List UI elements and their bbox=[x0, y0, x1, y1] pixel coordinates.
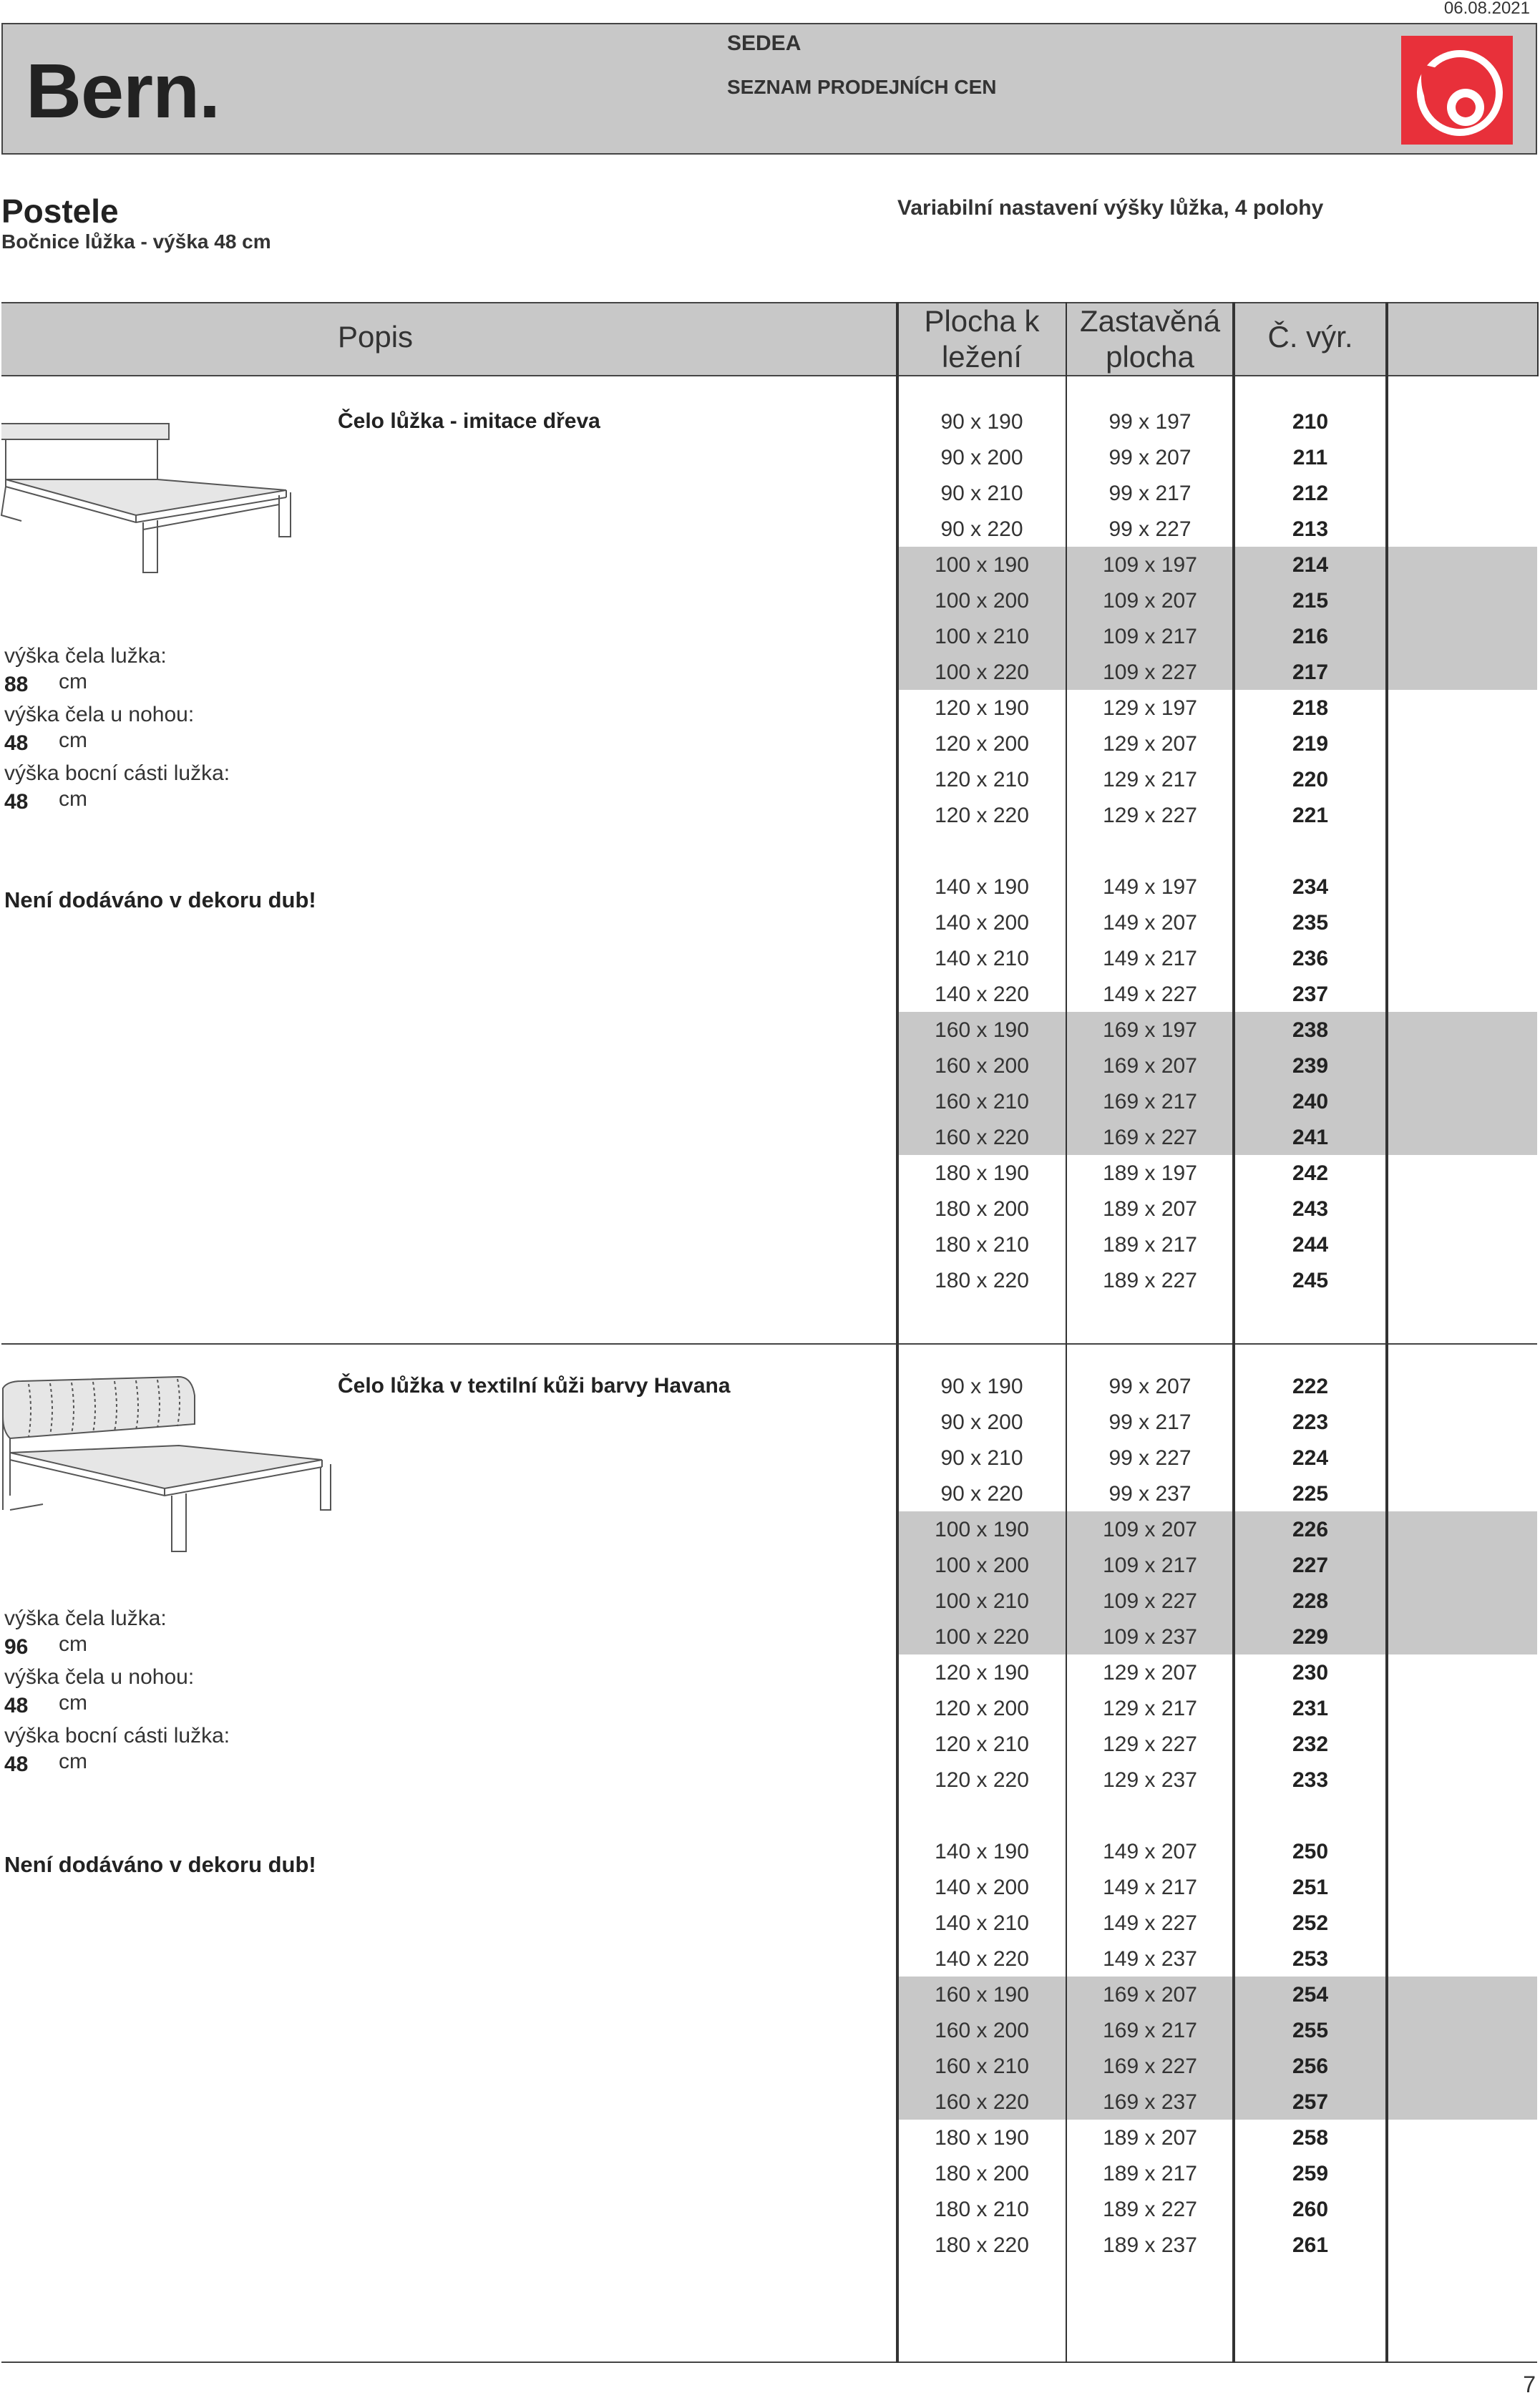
product-number-cell: 260 bbox=[1292, 2198, 1329, 2221]
built-up-area-cell: 129 x 207 bbox=[1103, 1661, 1197, 1685]
sleeping-area-cell: 140 x 200 bbox=[935, 1876, 1029, 1899]
product-number-cell: 225 bbox=[1292, 1482, 1329, 1506]
spec-label: výška čela lužka: bbox=[4, 1607, 167, 1630]
column-header-cislo-vyrobku: Č. výr. bbox=[1267, 320, 1353, 354]
product-number-cell: 224 bbox=[1292, 1446, 1329, 1470]
section-subtitle: Bočnice lůžka - výška 48 cm bbox=[1, 230, 271, 253]
product-number-cell: 245 bbox=[1292, 1269, 1329, 1292]
sleeping-area-cell: 140 x 220 bbox=[935, 983, 1029, 1006]
document-title: SEZNAM PRODEJNÍCH CEN bbox=[727, 76, 997, 98]
spec-label: výška bocní cásti lužka: bbox=[4, 1724, 230, 1748]
product-number-cell: 257 bbox=[1292, 2090, 1329, 2114]
sleeping-area-cell: 160 x 210 bbox=[935, 2055, 1029, 2078]
built-up-area-cell: 129 x 207 bbox=[1103, 732, 1197, 756]
built-up-area-cell: 109 x 197 bbox=[1103, 553, 1197, 577]
built-up-area-cell: 149 x 217 bbox=[1103, 1876, 1197, 1899]
built-up-area-cell: 109 x 207 bbox=[1103, 1518, 1197, 1541]
built-up-area-cell: 109 x 207 bbox=[1103, 589, 1197, 613]
built-up-area-cell: 129 x 227 bbox=[1103, 804, 1197, 827]
built-up-area-cell: 169 x 237 bbox=[1103, 2090, 1197, 2114]
built-up-area-cell: 109 x 217 bbox=[1103, 625, 1197, 648]
product-number-cell: 240 bbox=[1292, 1090, 1329, 1113]
product-number-cell: 233 bbox=[1292, 1768, 1329, 1792]
spec-value: 48 bbox=[4, 731, 29, 755]
product-number-cell: 251 bbox=[1292, 1876, 1329, 1899]
column-header-zastavena-line1: Zastavěná bbox=[1079, 304, 1221, 338]
spec-value: 88 bbox=[4, 673, 29, 696]
product-number-cell: 256 bbox=[1292, 2055, 1329, 2078]
sleeping-area-cell: 90 x 200 bbox=[940, 1410, 1023, 1434]
product-number-cell: 230 bbox=[1292, 1661, 1329, 1685]
spec-unit: cm bbox=[59, 728, 87, 752]
availability-note: Není dodáváno v dekoru dub! bbox=[4, 1852, 316, 1877]
built-up-area-cell: 189 x 227 bbox=[1103, 2198, 1197, 2221]
company-name: SEDEA bbox=[727, 31, 801, 55]
sleeping-area-cell: 160 x 190 bbox=[935, 1018, 1029, 1042]
product-number-cell: 243 bbox=[1292, 1197, 1329, 1221]
built-up-area-cell: 99 x 227 bbox=[1108, 517, 1191, 541]
sleeping-area-cell: 120 x 190 bbox=[935, 1661, 1029, 1685]
built-up-area-cell: 169 x 217 bbox=[1103, 2019, 1197, 2042]
spec-unit: cm bbox=[59, 1691, 87, 1715]
sleeping-area-cell: 140 x 210 bbox=[935, 1911, 1029, 1935]
product-number-cell: 258 bbox=[1292, 2126, 1329, 2150]
sleeping-area-cell: 90 x 200 bbox=[940, 446, 1023, 469]
sleeping-area-cell: 90 x 220 bbox=[940, 1482, 1023, 1506]
sleeping-area-cell: 100 x 210 bbox=[935, 1589, 1029, 1613]
product-number-cell: 261 bbox=[1292, 2233, 1329, 2257]
column-divider bbox=[1385, 302, 1388, 2363]
built-up-area-cell: 149 x 227 bbox=[1103, 1911, 1197, 1935]
product-number-cell: 222 bbox=[1292, 1375, 1329, 1398]
sleeping-area-cell: 180 x 210 bbox=[935, 1233, 1029, 1257]
column-header-zastavena-line2: plocha bbox=[1106, 340, 1194, 374]
sleeping-area-cell: 120 x 200 bbox=[935, 732, 1029, 756]
sleeping-area-cell: 180 x 220 bbox=[935, 2233, 1029, 2257]
built-up-area-cell: 169 x 227 bbox=[1103, 2055, 1197, 2078]
product-number-cell: 220 bbox=[1292, 768, 1329, 791]
sleeping-area-cell: 100 x 220 bbox=[935, 661, 1029, 684]
built-up-area-cell: 99 x 237 bbox=[1108, 1482, 1191, 1506]
sleeping-area-cell: 160 x 220 bbox=[935, 1126, 1029, 1149]
column-header-plocha bbox=[897, 303, 1066, 375]
column-header-plocha-line1: Plocha k bbox=[924, 304, 1040, 338]
built-up-area-cell: 109 x 217 bbox=[1103, 1554, 1197, 1577]
product-number-cell: 210 bbox=[1292, 410, 1329, 434]
sleeping-area-cell: 90 x 190 bbox=[940, 410, 1023, 434]
sleeping-area-cell: 120 x 190 bbox=[935, 696, 1029, 720]
product-number-cell: 244 bbox=[1292, 1233, 1329, 1257]
built-up-area-cell: 169 x 207 bbox=[1103, 1054, 1197, 1078]
sleeping-area-cell: 140 x 210 bbox=[935, 947, 1029, 970]
built-up-area-cell: 169 x 197 bbox=[1103, 1018, 1197, 1042]
built-up-area-cell: 149 x 197 bbox=[1103, 875, 1197, 899]
spec-label: výška bocní cásti lužka: bbox=[4, 761, 230, 785]
spec-label: výška čela u nohou: bbox=[4, 1665, 195, 1689]
sleeping-area-cell: 160 x 200 bbox=[935, 1054, 1029, 1078]
document-date: 06.08.2021 bbox=[1443, 0, 1530, 18]
sleeping-area-cell: 120 x 220 bbox=[935, 1768, 1029, 1792]
column-header-plocha-line2: ležení bbox=[941, 340, 1023, 374]
sleeping-area-cell: 100 x 190 bbox=[935, 1518, 1029, 1541]
built-up-area-cell: 149 x 207 bbox=[1103, 911, 1197, 935]
product-number-cell: 259 bbox=[1292, 2162, 1329, 2185]
sleeping-area-cell: 160 x 210 bbox=[935, 1090, 1029, 1113]
product-number-cell: 238 bbox=[1292, 1018, 1329, 1042]
spec-unit: cm bbox=[59, 670, 87, 693]
product-number-cell: 237 bbox=[1292, 983, 1329, 1006]
product-number-cell: 253 bbox=[1292, 1947, 1329, 1971]
product-number-cell: 236 bbox=[1292, 947, 1329, 970]
built-up-area-cell: 149 x 217 bbox=[1103, 947, 1197, 970]
product-number-cell: 250 bbox=[1292, 1840, 1329, 1863]
built-up-area-cell: 129 x 237 bbox=[1103, 1768, 1197, 1792]
variant-note: Variabilní nastavení výšky lůžka, 4 polohy bbox=[897, 196, 1324, 220]
sleeping-area-cell: 120 x 200 bbox=[935, 1697, 1029, 1720]
sleeping-area-cell: 160 x 220 bbox=[935, 2090, 1029, 2114]
spec-value: 48 bbox=[4, 1753, 29, 1776]
sleeping-area-cell: 140 x 220 bbox=[935, 1947, 1029, 1971]
sleeping-area-cell: 90 x 220 bbox=[940, 517, 1023, 541]
sleeping-area-cell: 90 x 210 bbox=[940, 482, 1023, 505]
built-up-area-cell: 189 x 197 bbox=[1103, 1161, 1197, 1185]
built-up-area-cell: 149 x 207 bbox=[1103, 1840, 1197, 1863]
built-up-area-cell: 189 x 237 bbox=[1103, 2233, 1197, 2257]
built-up-area-cell: 129 x 217 bbox=[1103, 768, 1197, 791]
product-number-cell: 228 bbox=[1292, 1589, 1329, 1613]
product-number-cell: 252 bbox=[1292, 1911, 1329, 1935]
spec-value: 48 bbox=[4, 790, 29, 814]
product-number-cell: 226 bbox=[1292, 1518, 1329, 1541]
bed-wood-headboard-icon bbox=[0, 408, 293, 580]
sleeping-area-cell: 100 x 200 bbox=[935, 1554, 1029, 1577]
built-up-area-cell: 99 x 227 bbox=[1108, 1446, 1191, 1470]
brand-title: Bern. bbox=[26, 47, 220, 134]
built-up-area-cell: 109 x 227 bbox=[1103, 1589, 1197, 1613]
sleeping-area-cell: 160 x 200 bbox=[935, 2019, 1029, 2042]
company-logo-icon bbox=[1401, 36, 1513, 145]
product-number-cell: 221 bbox=[1292, 804, 1329, 827]
bed-upholstered-headboard-icon bbox=[0, 1367, 336, 1560]
section-divider bbox=[1, 1343, 1537, 1345]
sleeping-area-cell: 140 x 190 bbox=[935, 1840, 1029, 1863]
built-up-area-cell: 99 x 217 bbox=[1108, 482, 1191, 505]
built-up-area-cell: 99 x 207 bbox=[1108, 446, 1191, 469]
sleeping-area-cell: 140 x 200 bbox=[935, 911, 1029, 935]
built-up-area-cell: 189 x 207 bbox=[1103, 1197, 1197, 1221]
column-divider bbox=[1232, 302, 1235, 2363]
product-number-cell: 218 bbox=[1292, 696, 1329, 720]
product-number-cell: 212 bbox=[1292, 482, 1329, 505]
product-number-cell: 235 bbox=[1292, 911, 1329, 935]
spec-value: 96 bbox=[4, 1635, 29, 1659]
table-right-border bbox=[1537, 302, 1539, 376]
sleeping-area-cell: 100 x 210 bbox=[935, 625, 1029, 648]
sleeping-area-cell: 90 x 190 bbox=[940, 1375, 1023, 1398]
built-up-area-cell: 189 x 217 bbox=[1103, 2162, 1197, 2185]
sleeping-area-cell: 90 x 210 bbox=[940, 1446, 1023, 1470]
column-divider bbox=[896, 302, 899, 2363]
section-title: Postele bbox=[1, 192, 119, 230]
product-description: Čelo lůžka - imitace dřeva bbox=[338, 409, 600, 433]
built-up-area-cell: 99 x 207 bbox=[1108, 1375, 1191, 1398]
spec-value: 48 bbox=[4, 1694, 29, 1717]
built-up-area-cell: 189 x 227 bbox=[1103, 1269, 1197, 1292]
product-number-cell: 241 bbox=[1292, 1126, 1329, 1149]
page-number: 7 bbox=[1523, 2372, 1536, 2397]
built-up-area-cell: 149 x 237 bbox=[1103, 1947, 1197, 1971]
product-number-cell: 219 bbox=[1292, 732, 1329, 756]
product-number-cell: 242 bbox=[1292, 1161, 1329, 1185]
sleeping-area-cell: 180 x 190 bbox=[935, 2126, 1029, 2150]
product-number-cell: 214 bbox=[1292, 553, 1329, 577]
spec-unit: cm bbox=[59, 1750, 87, 1773]
product-number-cell: 231 bbox=[1292, 1697, 1329, 1720]
built-up-area-cell: 99 x 197 bbox=[1108, 410, 1191, 434]
built-up-area-cell: 169 x 227 bbox=[1103, 1126, 1197, 1149]
product-number-cell: 223 bbox=[1292, 1410, 1329, 1434]
built-up-area-cell: 189 x 207 bbox=[1103, 2126, 1197, 2150]
product-number-cell: 211 bbox=[1292, 446, 1328, 469]
sleeping-area-cell: 180 x 200 bbox=[935, 1197, 1029, 1221]
availability-note: Není dodáváno v dekoru dub! bbox=[4, 887, 316, 912]
sleeping-area-cell: 120 x 210 bbox=[935, 1732, 1029, 1756]
built-up-area-cell: 129 x 217 bbox=[1103, 1697, 1197, 1720]
sleeping-area-cell: 180 x 190 bbox=[935, 1161, 1029, 1185]
sleeping-area-cell: 160 x 190 bbox=[935, 1983, 1029, 2007]
product-number-cell: 232 bbox=[1292, 1732, 1329, 1756]
sleeping-area-cell: 120 x 220 bbox=[935, 804, 1029, 827]
sleeping-area-cell: 140 x 190 bbox=[935, 875, 1029, 899]
sleeping-area-cell: 180 x 210 bbox=[935, 2198, 1029, 2221]
product-number-cell: 213 bbox=[1292, 517, 1329, 541]
product-number-cell: 227 bbox=[1292, 1554, 1329, 1577]
product-number-cell: 234 bbox=[1292, 875, 1329, 899]
spec-unit: cm bbox=[59, 1632, 87, 1656]
sleeping-area-cell: 100 x 200 bbox=[935, 589, 1029, 613]
product-number-cell: 216 bbox=[1292, 625, 1329, 648]
spec-label: výška čela u nohou: bbox=[4, 703, 195, 726]
product-number-cell: 239 bbox=[1292, 1054, 1329, 1078]
column-header-zastavena bbox=[1066, 303, 1234, 375]
product-number-cell: 254 bbox=[1292, 1983, 1329, 2007]
built-up-area-cell: 169 x 217 bbox=[1103, 1090, 1197, 1113]
bottom-rule bbox=[1, 2362, 1537, 2363]
sleeping-area-cell: 180 x 220 bbox=[935, 1269, 1029, 1292]
built-up-area-cell: 109 x 237 bbox=[1103, 1625, 1197, 1649]
column-divider bbox=[1066, 302, 1067, 2363]
spec-label: výška čela lužka: bbox=[4, 644, 167, 668]
column-header-popis: Popis bbox=[338, 320, 414, 354]
product-number-cell: 229 bbox=[1292, 1625, 1329, 1649]
product-description: Čelo lůžka v textilní kůži barvy Havana bbox=[338, 1374, 731, 1398]
product-number-cell: 217 bbox=[1292, 661, 1329, 684]
built-up-area-cell: 129 x 227 bbox=[1103, 1732, 1197, 1756]
built-up-area-cell: 189 x 217 bbox=[1103, 1233, 1197, 1257]
built-up-area-cell: 109 x 227 bbox=[1103, 661, 1197, 684]
sleeping-area-cell: 100 x 190 bbox=[935, 553, 1029, 577]
spec-unit: cm bbox=[59, 787, 87, 811]
built-up-area-cell: 129 x 197 bbox=[1103, 696, 1197, 720]
built-up-area-cell: 99 x 217 bbox=[1108, 1410, 1191, 1434]
product-number-cell: 255 bbox=[1292, 2019, 1329, 2042]
built-up-area-cell: 149 x 227 bbox=[1103, 983, 1197, 1006]
sleeping-area-cell: 100 x 220 bbox=[935, 1625, 1029, 1649]
sleeping-area-cell: 120 x 210 bbox=[935, 768, 1029, 791]
product-number-cell: 215 bbox=[1292, 589, 1329, 613]
sleeping-area-cell: 180 x 200 bbox=[935, 2162, 1029, 2185]
built-up-area-cell: 169 x 207 bbox=[1103, 1983, 1197, 2007]
